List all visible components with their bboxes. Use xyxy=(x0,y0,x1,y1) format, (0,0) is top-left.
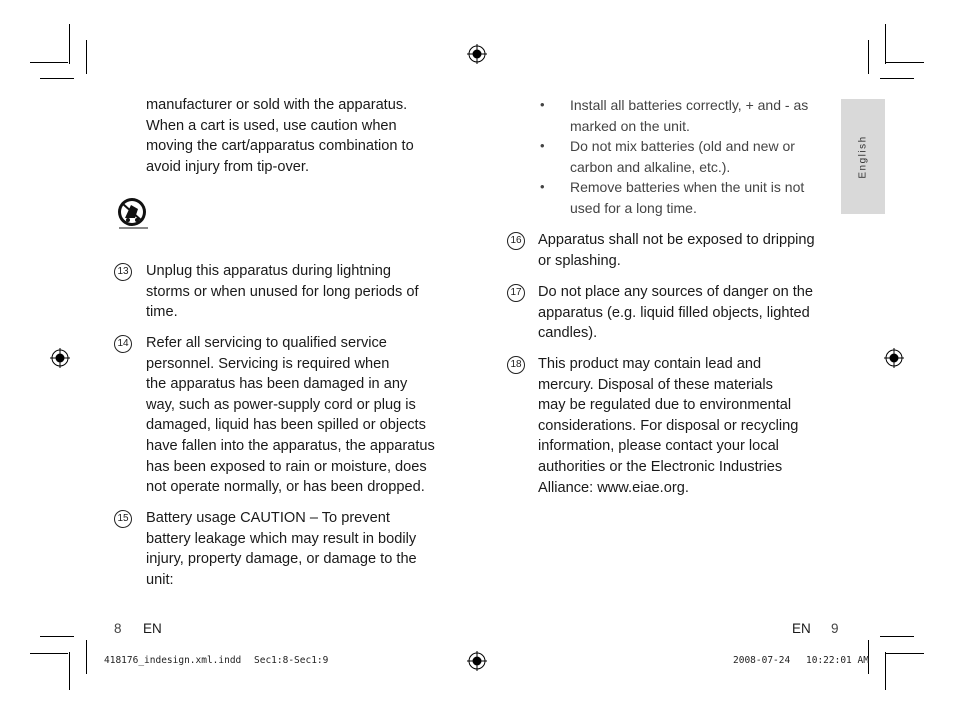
text-line: unit: xyxy=(146,571,174,588)
text-line: information, please contact your local xyxy=(538,438,779,455)
bullet-item xyxy=(570,177,840,218)
bullet-marker: • xyxy=(540,179,545,194)
slug-filename: 418176_indesign.xml.indd xyxy=(104,655,242,666)
text-line: storms or when unused for long periods of xyxy=(146,283,419,300)
text-line: Refer all servicing to qualified service xyxy=(146,335,387,351)
text-line: not operate normally, or has been dropped. xyxy=(146,479,425,496)
text-line: used for a long time. xyxy=(570,199,697,216)
text-line: avoid injury from tip-over. xyxy=(146,158,310,175)
left-intro-paragraph xyxy=(146,95,456,177)
text-line: This product may contain lead and xyxy=(538,356,762,372)
text-line: time. xyxy=(146,304,178,321)
text-line: carbon and alkaline, etc.). xyxy=(570,158,731,175)
registration-mark-icon xyxy=(884,348,904,368)
text-line: or splashing. xyxy=(538,252,621,269)
list-item xyxy=(538,354,838,498)
language-label: English xyxy=(857,134,869,179)
text-line: Apparatus shall not be exposed to dripping xyxy=(538,232,815,248)
text-line: Do not place any sources of danger on the xyxy=(538,284,814,300)
text-line: apparatus (e.g. liquid filled objects, lighted xyxy=(538,304,810,321)
item-number-badge: 13 xyxy=(114,263,132,281)
slug-section: Sec1:8-Sec1:9 xyxy=(254,655,329,666)
text-line: When a cart is used, use caution when xyxy=(146,117,397,134)
list-item xyxy=(146,261,456,323)
text-line: marked on the unit. xyxy=(570,117,690,134)
text-line: Alliance: www.eiae.org. xyxy=(538,479,689,496)
text-line: candles). xyxy=(538,325,598,342)
text-line: injury, property damage, or damage to the xyxy=(146,551,417,568)
text-line: may be regulated due to environmental xyxy=(538,397,792,414)
text-line: mercury. Disposal of these materials xyxy=(538,376,773,393)
list-item xyxy=(538,230,838,271)
item-number-badge: 17 xyxy=(507,284,525,302)
text-line: the apparatus has been damaged in any xyxy=(146,376,408,393)
slug-time: 10:22:01 AM xyxy=(806,655,869,666)
text-line: Remove batteries when the unit is not xyxy=(570,179,805,195)
text-line: personnel. Servicing is required when xyxy=(146,355,390,372)
list-item xyxy=(146,508,456,590)
text-line: damaged, liquid has been spilled or objects xyxy=(146,417,426,434)
text-line: has been exposed to rain or moisture, does xyxy=(146,458,427,475)
text-line: manufacturer or sold with the apparatus. xyxy=(146,97,408,113)
text-line: Do not mix batteries (old and new or xyxy=(570,138,795,154)
text-line: considerations. For disposal or recycling xyxy=(538,417,799,434)
bullet-item xyxy=(570,95,840,136)
item-number-badge: 18 xyxy=(507,356,525,374)
text-line: battery leakage which may result in bodily xyxy=(146,530,417,547)
text-line: Battery usage CAUTION – To prevent xyxy=(146,510,390,526)
bullet-item xyxy=(570,136,840,177)
slug-date: 2008-07-24 xyxy=(733,655,791,666)
list-item xyxy=(146,333,456,498)
bullet-marker: • xyxy=(540,97,545,112)
right-page-number: 9 xyxy=(831,621,839,636)
left-page-number: 8 xyxy=(114,621,122,636)
language-side-tab xyxy=(841,99,885,214)
text-line: Install all batteries correctly, + and - as xyxy=(570,97,809,113)
text-line: Unplug this apparatus during lightning xyxy=(146,263,392,279)
item-number-badge: 16 xyxy=(507,232,525,250)
cart-tip-over-icon xyxy=(115,196,151,230)
text-line: authorities or the Electronic Industries xyxy=(538,458,783,475)
text-line: have fallen into the apparatus, the apparatus xyxy=(146,437,435,454)
registration-mark-icon xyxy=(467,44,487,64)
registration-mark-icon xyxy=(467,651,487,671)
right-language-code: EN xyxy=(792,621,811,636)
text-line: moving the cart/apparatus combination to xyxy=(146,138,414,155)
item-number-badge: 14 xyxy=(114,335,132,353)
item-number-badge: 15 xyxy=(114,510,132,528)
text-line: way, such as power-supply cord or plug is xyxy=(146,396,416,413)
registration-mark-icon xyxy=(50,348,70,368)
bullet-marker: • xyxy=(540,138,545,153)
list-item xyxy=(538,282,838,344)
left-language-code: EN xyxy=(143,621,162,636)
